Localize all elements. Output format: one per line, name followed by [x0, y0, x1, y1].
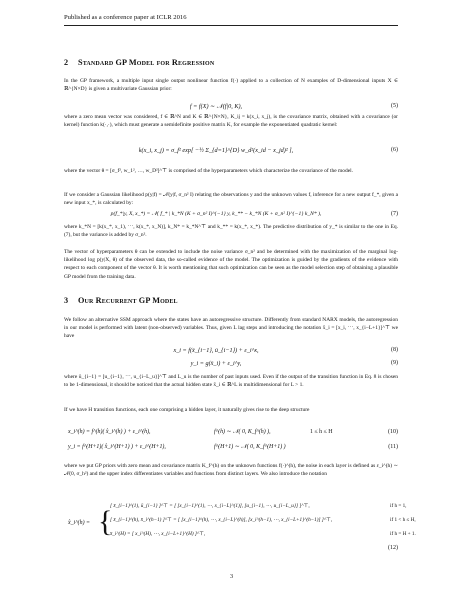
equation-10-prior: f^(h) ∼ 𝒩( 0, K_f^(h) ), [214, 429, 271, 435]
equation-body: x_i = f(x̄_{i−1}, ū_{i−1}) + ε_i^x, [173, 347, 259, 354]
equation-number: (10) [388, 429, 398, 435]
equation-number: (9) [391, 360, 398, 366]
paragraph: The vector of hyperparameters θ can be extended to include the noise variance σ_n² and be determined with the maximization of the marginal log-likelihood log p(y|X, θ) of the observed data, the so-called evidence of the model. The optimization is guided by the gradients of the evidence with respect to each component of the vector θ. It is worth mentioning that such optimization can be seen as the model selection step of obtaining a plausible GP model from the training data. [64, 249, 398, 280]
page-number: 3 [229, 573, 234, 580]
equation-body: f = f(X) ∼ 𝒩(f|0, K), [189, 103, 243, 110]
equation-12-cond-2: if 1 < h ≤ H, [390, 517, 416, 523]
equation-body: k(x_i, x_j) = σ_f² exp[ −½ Σ_{d=1}^{D} w_d²(x_id − x_jd)² ], [138, 147, 294, 154]
equation-number: (6) [391, 147, 398, 153]
equation-11-prior: f^(H+1) ∼ 𝒩( 0, K_f^(H+1) ) [214, 444, 286, 450]
equation-body: y_i = g(x̄_i) + ε_i^y, [190, 360, 242, 367]
equation-7 [64, 210, 398, 222]
equation-number: (12) [388, 545, 398, 551]
equation-12 [64, 500, 416, 558]
paragraph: In the GP framework, a multiple input single output nonlinear function f(·) applied to a collection of N examples of D-dimensional inputs X ∈ ℝ^{N×D} is given a multivariate Gaussian prior: [64, 78, 398, 93]
equation-8 [64, 346, 398, 358]
equations-10-11 [64, 428, 398, 460]
equation-number: (5) [391, 103, 398, 109]
equation-12-case-2: [ x̄_{i−1}^(h), x̄_i^(h−1) ]^⊤ = [ [x_{i−1}^(h), ⋯, x_{i−L}^(h)], [x_i^(h−1), ⋯, x_{i−L+1}^(h−1)] ]^⊤, [110, 517, 333, 523]
section-heading-3 [64, 296, 178, 305]
left-brace: { [98, 505, 113, 538]
section-heading-2 [64, 58, 214, 67]
equation-11-lhs: y_i = f^(H+1)( x̂_i^(H+1) ) + ε_i^(H+1), [68, 444, 166, 450]
header-rule [64, 25, 398, 26]
equation-12-cond-1: if h = 1, [390, 503, 407, 509]
section-number: 2 [64, 58, 69, 67]
equation-12-case-3: x̄_i^(H) = [ x_i^(H), ⋯, x_{i−L+1}^(H) ]^⊤, [110, 531, 206, 537]
section-title: Standard GP Model for Regression [78, 58, 215, 67]
equation-number: (8) [391, 347, 398, 353]
paragraph: where k_*N = [k(x_*, x_1), ⋯, k(x_*, x_N)], k_N* = k_*N^⊤ and k_** = k(x_*, x_*). The predictive distribution of y_* is similar to the one in Eq. (7), but the variance is added by σ_n². [64, 224, 398, 239]
equation-body: p(f_*|y, X, x_*) = 𝒩( f_* | k_*N (K + σ_n² I)^{−1} y, k_** − k_*N (K + σ_n² I)^{−1} k_N* ), [110, 211, 322, 217]
equation-12-case-1: [ x̄_{i−1}^(1), ū_{i−1} ]^⊤ = [ [x_{i−1}^(1), ⋯, x_{i−L}^(1)], [u_{i−1}, ⋯, u_{i−L_u}] ]^⊤, [110, 503, 310, 509]
paragraph: where ū_{i−1} = [u_{i−1}, ⋯, u_{i−L_u}]^⊤ and L_u is the number of past inputs used. Even if the output of the transition function in Eq. 8 is chosen to be 1-dimensional, it should be noticed that the actual hidden state x̄_i ∈ ℝ^L is multidimensional for L > 1. [64, 374, 398, 389]
equation-6 [64, 146, 398, 162]
equation-10-lhs: x_i^(h) = f^(h)( x̂_i^(h) ) + ε_i^(h), [68, 429, 151, 435]
equation-9 [64, 359, 398, 371]
equation-12-lhs: x̂_i^(h) = [68, 520, 90, 526]
paragraph: where the vector θ = [σ_f², w_1², …, w_D²]^⊤ is comprised of the hyperparameters which characterize the covariance of the model. [64, 168, 353, 174]
section-title: Our Recurrent GP Model [78, 296, 178, 305]
equation-number: (11) [388, 444, 398, 450]
section-number: 3 [64, 296, 69, 305]
paragraph: We follow an alternative SSM approach where the states have an autoregressive structure. Differently from standard NARX models, the autoregression in our model is performed with latent (non-observed) variables. Thus, given L lag steps and introducing the notation x̄_i = [x_i, ⋯, x_{i−L+1}]^⊤ we have [64, 317, 398, 340]
paragraph: where a zero mean vector was considered, f ∈ ℝ^N and K ∈ ℝ^{N×N}, K_ij = k(x_i, x_j), is the covariance matrix, obtained with a covariance (or kernel) function k(·,·), which must generate a semidefinite positive matrix K, for example the exponentiated quadratic kernel: [64, 114, 398, 129]
paragraph: If we consider a Gaussian likelihood p(y|f) = 𝒩(y|f, σ_n² I) relating the observations y and the unknown values f, inference for a new output f_*, given a new input x_*, is calculated by: [64, 192, 398, 207]
equation-number: (7) [391, 211, 398, 217]
running-header: Published as a conference paper at ICLR 2016 [64, 14, 187, 21]
paragraph: where we put GP priors with zero mean and covariance matrix K_f^(h) on the unknown functions f(·)^(h), the noise in each layer is defined as ε_i^(h) ∼ 𝒩(0, σ_h²) and the upper index differentiates variables and functions from distinct layers. We also introduce the notation [64, 463, 398, 478]
equation-12-cond-3: if h = H + 1. [390, 531, 416, 537]
paragraph: If we have H transition functions, each one comprising a hidden layer, it naturally gives rise to the deep structure [64, 407, 310, 413]
equation-10-range: 1 ≤ h ≤ H [310, 429, 333, 435]
